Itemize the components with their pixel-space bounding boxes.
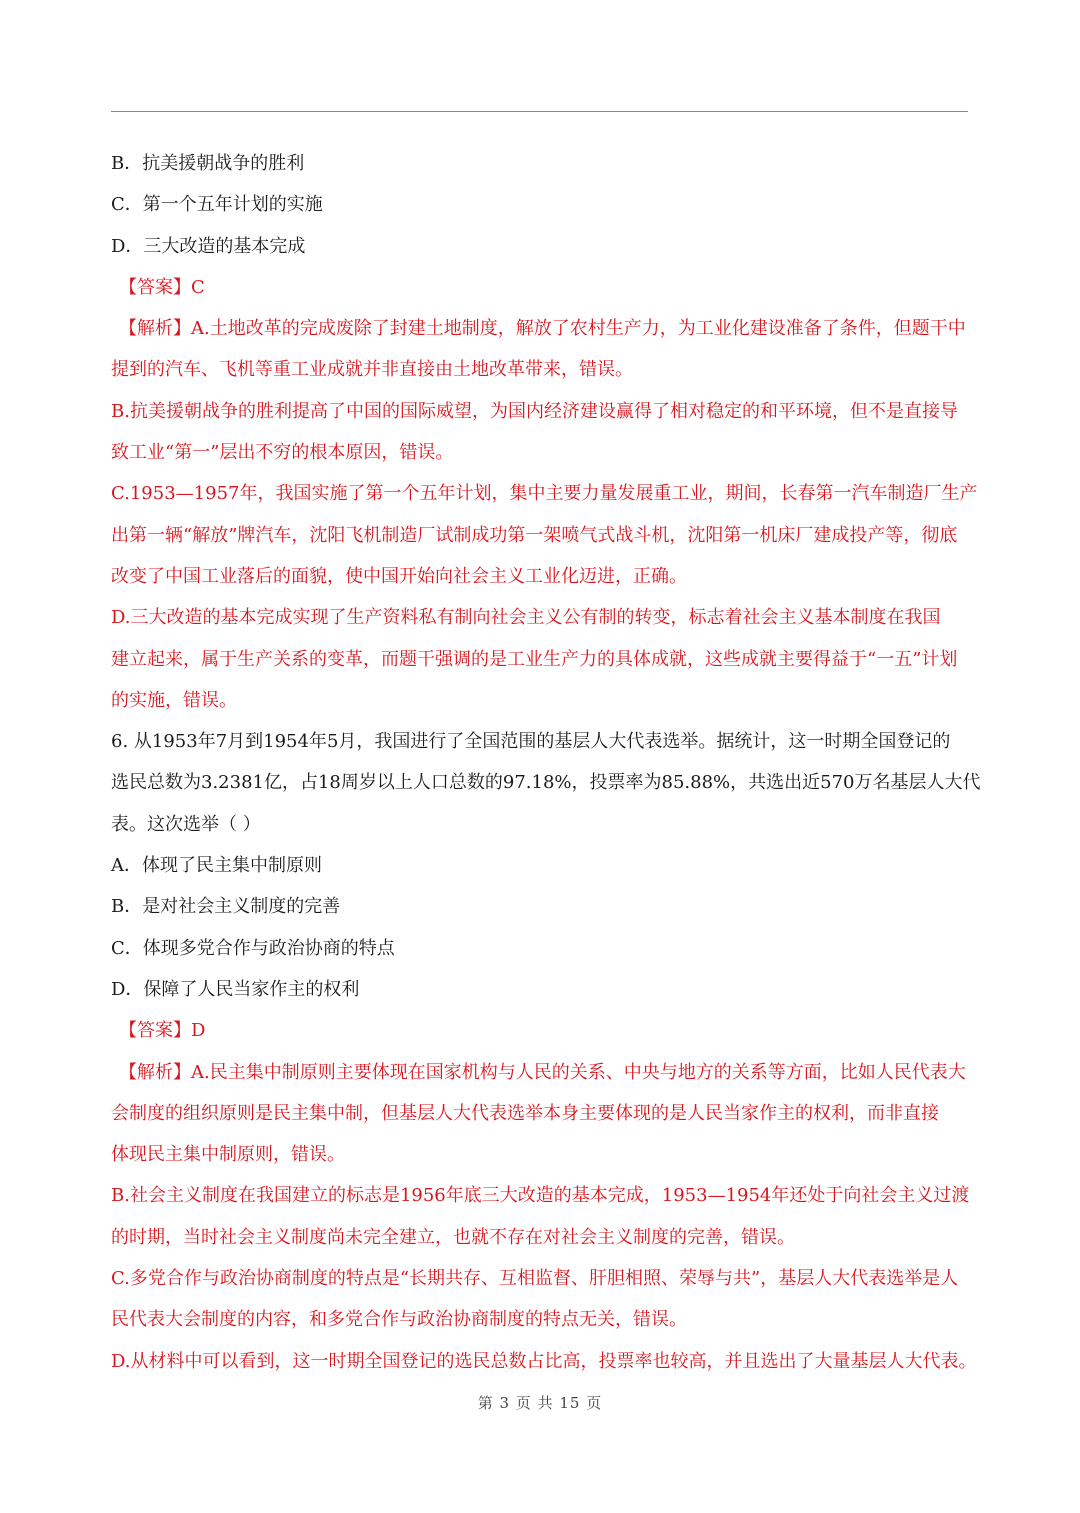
q6-analysis-line: 的时期，当时社会主义制度尚未完全建立，也就不存在对社会主义制度的完善，错误。 <box>111 1226 795 1248</box>
q6-analysis-line: D.从材料中可以看到，这一时期全国登记的选民总数占比高，投票率也较高，并且选出了大量基层人大代表。 <box>111 1350 977 1372</box>
q5-analysis-line: 致工业“第一”层出不穷的根本原因，错误。 <box>111 442 454 464</box>
q6-option-a: A．体现了民主集中制原则 <box>111 855 322 877</box>
q5-analysis-line: D.三大改造的基本完成实现了生产资料私有制向社会主义公有制的转变，标志着社会主义基本制度在我国 <box>111 607 941 629</box>
q6-analysis-line: 【解析】A.民主集中制原则主要体现在国家机构与人民的关系、中央与地方的关系等方面，比如人民代表大 <box>119 1061 966 1083</box>
header-divider <box>111 111 968 112</box>
q6-analysis-line: 民代表大会制度的内容，和多党合作与政治协商制度的特点无关，错误。 <box>111 1309 687 1331</box>
q6-analysis-line: C.多党合作与政治协商制度的特点是“长期共存、互相监督、肝胆相照、荣辱与共”，基层人大代表选举是人 <box>111 1268 959 1290</box>
q5-analysis-line: 提到的汽车、飞机等重工业成就并非直接由土地改革带来，错误。 <box>111 359 633 381</box>
q6-analysis-line: B.社会主义制度在我国建立的标志是1956年底三大改造的基本完成，1953—1954年还处于向社会主义过渡 <box>111 1185 970 1207</box>
q5-option-b: B．抗美援朝战争的胜利 <box>111 153 305 174</box>
page-number: 第 3 页 共 15 页 <box>477 1394 603 1412</box>
q5-analysis-line: B.抗美援朝战争的胜利提高了中国的国际威望，为国内经济建设赢得了相对稳定的和平环境，但不是直接导 <box>111 400 958 422</box>
q6-stem-line: 选民总数为3.2381亿，占18周岁以上人口总数的97.18%，投票率为85.88%，共选出近570万名基层人大代 <box>111 772 981 794</box>
q6-answer: 【答案】D <box>119 1020 206 1042</box>
q6-analysis-line: 会制度的组织原则是民主集中制，但基层人大代表选举本身主要体现的是人民当家作主的权利，而非直接 <box>111 1102 939 1124</box>
q5-analysis-line: 出第一辆“解放”牌汽车，沈阳飞机制造厂试制成功第一架喷气式战斗机，沈阳第一机床厂建成投产等，彻底 <box>111 524 958 546</box>
q6-analysis-line: 体现民主集中制原则，错误。 <box>111 1144 345 1166</box>
q5-analysis-line: 建立起来，属于生产关系的变革，而题干强调的是工业生产力的具体成就，这些成就主要得益于“一五”计划 <box>111 648 958 670</box>
q6-option-c: C．体现多党合作与政治协商的特点 <box>111 937 395 959</box>
q6-option-d: D．保障了人民当家作主的权利 <box>111 978 360 1000</box>
q5-analysis-line: C.1953—1957年，我国实施了第一个五年计划，集中主要力量发展重工业，期间，长春第一汽车制造厂生产 <box>111 483 978 505</box>
q5-option-c: C．第一个五年计划的实施 <box>111 194 323 216</box>
document-body <box>111 143 981 1382</box>
q5-analysis-line: 改变了中国工业落后的面貌，使中国开始向社会主义工业化迈进，正确。 <box>111 565 687 587</box>
q5-answer: 【答案】C <box>119 276 205 298</box>
q6-option-b: B．是对社会主义制度的完善 <box>111 896 341 918</box>
q5-option-d: D．三大改造的基本完成 <box>111 235 306 257</box>
q5-analysis-line: 的实施，错误。 <box>111 689 237 711</box>
q6-stem-line: 6. 从1953年7月到1954年5月，我国进行了全国范围的基层人大代表选举。据统计，这一时期全国登记的 <box>111 731 951 753</box>
q6-stem-line: 表。这次选举（ ） <box>111 813 261 835</box>
q5-analysis-line: 【解析】A.土地改革的完成废除了封建土地制度，解放了农村生产力，为工业化建设准备了条件，但题干中 <box>119 318 966 340</box>
